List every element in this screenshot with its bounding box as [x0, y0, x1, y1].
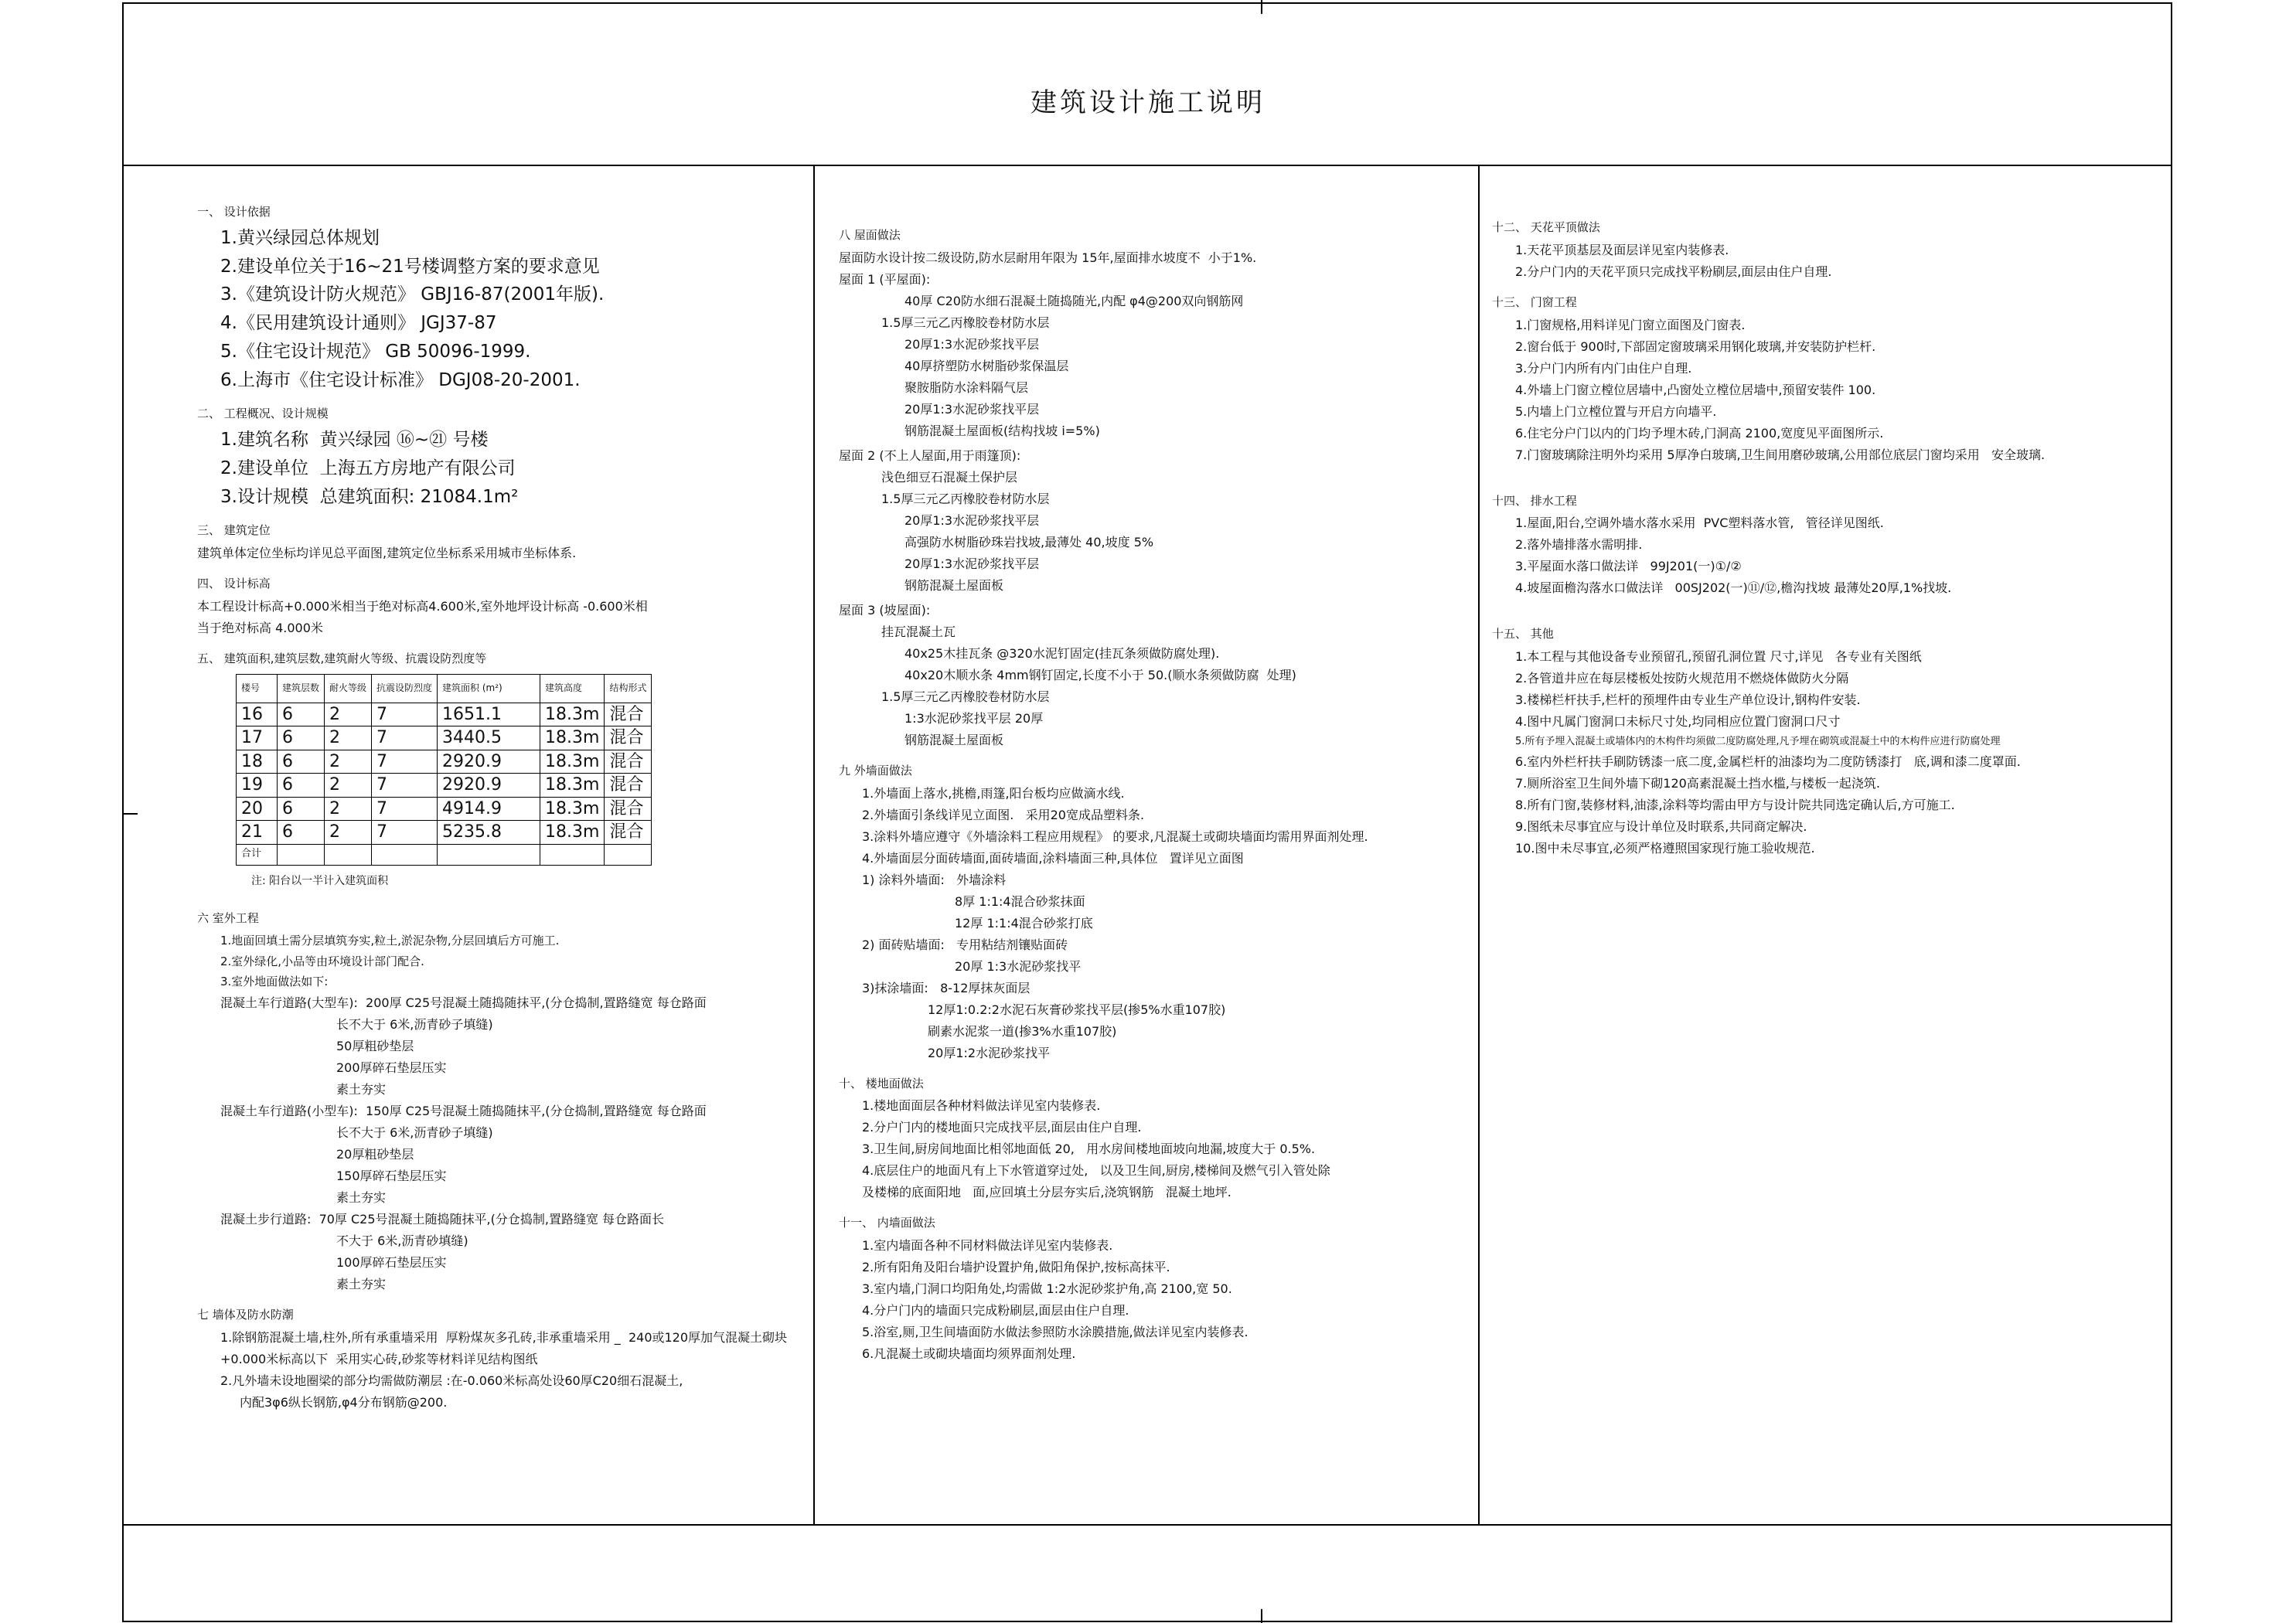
table-cell: 19	[237, 774, 278, 798]
text-line: 1.地面回填土需分层填筑夯实,粒土,淤泥杂物,分层回填后方可施工.	[220, 933, 560, 948]
text-line: 1.门窗规格,用料详见门窗立面图及门窗表.	[1515, 317, 1746, 332]
frame-left	[122, 2, 124, 1622]
table-cell: 2	[325, 703, 372, 726]
table-cell: 1651.1	[438, 703, 540, 726]
text-line: 当于绝对标高 4.000米	[197, 620, 323, 635]
text-line: 4.底层住户的地面凡有上下水管道穿过处, 以及卫生间,厨房,楼梯间及燃气引入管处除	[862, 1163, 1330, 1179]
text-line: 本工程设计标高+0.000米相当于绝对标高4.600米,室外地坪设计标高 -0.600米相	[197, 598, 648, 614]
text-line: 素土夯实	[336, 1277, 387, 1291]
frame-bottom	[122, 1621, 2172, 1622]
table-cell: 6	[278, 821, 325, 845]
text-line: 长不大于 6米,沥青砂子填缝)	[336, 1125, 493, 1140]
text-line: 6.上海市《住宅设计标准》 DGJ08-20-2001.	[220, 369, 581, 390]
text-line: 3.涂料外墙应遵守《外墙涂料工程应用规程》 的要求,凡混凝土或砌块墙面均需用界面剂处理.	[862, 829, 1368, 844]
table-cell: 混合	[605, 821, 652, 845]
table-header-cell: 楼号	[237, 674, 278, 703]
text-line: 1.外墙面上落水,挑檐,雨篷,阳台板均应做滴水线.	[862, 785, 1125, 801]
table-cell: 2	[325, 821, 372, 845]
table-cell: 7	[372, 726, 438, 750]
section-drainage	[1492, 494, 2095, 597]
footer-divider	[122, 1524, 2172, 1526]
column-divider-1	[813, 165, 815, 1524]
table-header-cell: 建筑层数	[278, 674, 325, 703]
column-divider-2	[1478, 165, 1480, 1524]
text-line: 4.外墙面层分面砖墙面,面砖墙面,涂料墙面三种,具体位 置详见立面图	[862, 850, 1244, 866]
table-cell: 7	[372, 821, 438, 845]
text-line: 5.所有予埋入混凝土或墙体内的木构件均须做二度防腐处理,凡予埋在砌筑或混凝土中的木构件应进行防腐处理	[1515, 736, 2001, 747]
section-heading: 十一、 内墙面做法	[839, 1216, 935, 1230]
drawing-title: 建筑设计施工说明	[1030, 87, 1266, 118]
text-line: 3.楼梯栏杆扶手,栏杆的预埋件由专业生产单位设计,钢构件安装.	[1515, 692, 1861, 707]
section-building-area	[197, 652, 800, 888]
table-cell: 18.3m	[540, 821, 605, 845]
text-line: 屋面 3 (坡屋面):	[839, 602, 931, 618]
text-line: 3.平屋面水落口做法详 99J201(一)①/②	[1515, 559, 1742, 574]
text-line: 100厚碎石垫层压实	[336, 1255, 447, 1270]
section-exterior-wall	[839, 764, 1457, 1061]
text-line: 4.图中凡属门窗洞口未标尺寸处,均同相应位置门窗洞口尺寸	[1515, 714, 1841, 729]
section-heading: 七 墙体及防水防潮	[197, 1308, 294, 1322]
section-wall-waterproofing	[197, 1308, 800, 1410]
section-roof	[839, 228, 1457, 748]
text-line: 5.内墙上门立樘位置与开启方向墙平.	[1515, 403, 1717, 419]
text-line: 内配3φ6纵长钢筋,φ4分布钢筋@200.	[240, 1394, 448, 1410]
text-line: 素土夯实	[336, 1190, 387, 1205]
text-line: 钢筋混凝土屋面板(结构找坡 i=5%)	[904, 423, 1100, 438]
text-line: 4.坡屋面檐沟落水口做法详 00SJ202(一)⑪/⑫,檐沟找坡 最薄处20厚,1%找坡.	[1515, 580, 1952, 596]
table-cell	[605, 844, 652, 865]
table-cell: 20	[237, 797, 278, 821]
text-line: 2.各管道井应在每层楼板处按防火规范用不燃烧体做防火分隔	[1515, 671, 1849, 686]
table-cell: 16	[237, 703, 278, 726]
text-line: 2) 面砖贴墙面: 专用粘结剂镶贴面砖	[862, 937, 1068, 952]
text-line: 1.黄兴绿园总体规划	[220, 227, 380, 248]
section-heading: 十五、 其他	[1492, 627, 1554, 641]
table-cell: 18.3m	[540, 750, 605, 774]
text-line: 3)抹涂墙面: 8-12厚抹灰面层	[862, 980, 1030, 995]
text-line: 长不大于 6米,沥青砂子填缝)	[336, 1017, 493, 1032]
text-line: 6.凡混凝土或砌块墙面均须界面剂处理.	[862, 1346, 1076, 1361]
text-line: 1) 涂料外墙面: 外墙涂料	[862, 872, 1007, 887]
table-row	[237, 821, 652, 845]
table-cell: 混合	[605, 774, 652, 798]
text-line: 7.厕所浴室卫生间外墙下砌120高素混凝土挡水槛,与楼板一起浇筑.	[1515, 776, 1880, 791]
text-line: 3.《建筑设计防火规范》 GBJ16-87(2001年版).	[220, 284, 605, 305]
text-line: 4.分户门内的墙面只完成粉刷层,面层由住户自理.	[862, 1303, 1129, 1318]
text-line: 2.落外墙排落水需明排.	[1515, 537, 1643, 553]
table-row	[237, 750, 652, 774]
text-line: 6.住宅分户门以内的门均予埋木砖,门洞高 2100,宽度见平面图所示.	[1515, 425, 1884, 441]
text-line: 2.分户门内的天花平顶只完成找平粉刷层,面层由住户自理.	[1515, 264, 1832, 279]
section-design-basis	[197, 205, 800, 391]
text-line: 7.门窗玻璃除注明外均采用 5厚净白玻璃,卫生间用磨砂玻璃,公用部位底层门窗均采用 安全玻璃.	[1515, 447, 2046, 462]
text-line: 高强防水树脂砂珠岩找坡,最薄处 40,坡度 5%	[904, 534, 1154, 550]
table-cell: 18.3m	[540, 726, 605, 750]
table-cell: 7	[372, 797, 438, 821]
center-tick-bottom	[1261, 1609, 1262, 1623]
text-line: 浅色细豆石混凝土保护层	[881, 469, 1018, 485]
table-cell: 混合	[605, 703, 652, 726]
text-line: 屋面防水设计按二级设防,防水层耐用年限为 15年,屋面排水坡度不 小于1%.	[839, 250, 1257, 265]
text-line: 2.窗台低于 900时,下部固定窗玻璃采用钢化玻璃,并安装防护栏杆.	[1515, 339, 1876, 354]
text-line: 2.分户门内的楼地面只完成找平层,面层由住户自理.	[862, 1120, 1142, 1135]
text-line: 1.5厚三元乙丙橡胶卷材防水层	[881, 491, 1050, 506]
table-cell: 18.3m	[540, 797, 605, 821]
text-line: 2.凡外墙未设地圈梁的部分均需做防潮层 :在-0.060米标高处设60厚C20细石混凝土,	[220, 1373, 683, 1388]
section-heading: 九 外墙面做法	[839, 763, 912, 777]
section-other	[1492, 627, 2095, 856]
text-line: 20厚1:2水泥砂浆找平	[928, 1045, 1051, 1060]
section-heading: 五、 建筑面积,建筑层数,建筑耐火等级、抗震设防烈度等	[197, 651, 487, 665]
table-cell: 7	[372, 750, 438, 774]
text-line: 1:3水泥砂浆找平层 20厚	[904, 710, 1044, 726]
text-line: 2.外墙面引条线详见立面图. 采用20宽成品塑料条.	[862, 807, 1145, 822]
text-line: 屋面 2 (不上人屋面,用于雨篷顶):	[839, 447, 1021, 463]
table-cell: 合计	[237, 844, 278, 865]
text-line: 20厚1:3水泥砂浆找平层	[904, 401, 1040, 417]
text-line: 5.浴室,厕,卫生间墙面防水做法参照防水涂膜措施,做法详见室内装修表.	[862, 1325, 1248, 1339]
column-2	[839, 228, 1457, 1377]
table-cell: 17	[237, 726, 278, 750]
table-row	[237, 726, 652, 750]
text-line: 8.所有门窗,装修材料,油漆,涂料等均需由甲方与设计院共同选定确认后,方可施工.	[1515, 798, 1955, 813]
column-1	[197, 205, 800, 1426]
header-divider	[122, 165, 2172, 166]
frame-top	[122, 2, 2172, 4]
left-tick	[124, 813, 138, 815]
table-cell: 7	[372, 774, 438, 798]
table-cell: 2	[325, 774, 372, 798]
table-cell: 4914.9	[438, 797, 540, 821]
text-line: 3.卫生间,厨房间地面比相邻地面低 20, 用水房间楼地面坡向地漏,坡度大于 0.5%.	[862, 1142, 1316, 1157]
text-line: 4.《民用建筑设计通则》 JGJ37-87	[220, 313, 497, 333]
text-line: 混凝土步行道路: 70厚 C25号混凝土随捣随抹平,(分仓捣制,置路缝宽 每仓路面长	[220, 1212, 665, 1227]
text-line: 3.设计规模 总建筑面积: 21084.1m²	[220, 486, 519, 507]
table-row	[237, 797, 652, 821]
text-line: 挂瓦混凝土瓦	[881, 624, 956, 639]
table-cell: 18.3m	[540, 774, 605, 798]
table-note: 注: 阳台以一半计入建筑面积	[251, 874, 389, 887]
section-heading: 二、 工程概况、设计规模	[197, 407, 329, 421]
table-header-cell: 结构形式	[605, 674, 652, 703]
text-line: 1.本工程与其他设备专业预留孔,预留孔洞位置 尺寸,详见 各专业有关图纸	[1515, 649, 1922, 664]
text-line: 12厚1:0.2:2水泥石灰膏砂浆找平层(掺5%水重107胶)	[928, 1002, 1226, 1017]
text-line: 1.建筑名称 黄兴绿园 ⑯~㉑ 号楼	[220, 430, 489, 450]
table-cell: 2920.9	[438, 750, 540, 774]
section-outdoor-works	[197, 911, 800, 1292]
table-header-cell: 建筑面积 (m²)	[438, 674, 540, 703]
section-doors-windows	[1492, 295, 2095, 463]
text-line: 混凝土车行道路(大型车): 200厚 C25号混凝土随捣随抹平,(分仓捣制,置路缝宽 每仓路面	[220, 995, 707, 1010]
table-cell: 7	[372, 703, 438, 726]
text-line: 20厚1:3水泥砂浆找平层	[904, 512, 1040, 528]
text-line: 2.建设单位关于16~21号楼调整方案的要求意见	[220, 256, 600, 277]
text-line: 2.室外绿化,小品等由环境设计部门配合.	[220, 954, 424, 968]
text-line: 3.室内墙,门洞口均阳角处,均需做 1:2水泥砂浆护角,高 2100,宽 50.	[862, 1281, 1232, 1296]
table-cell: 混合	[605, 797, 652, 821]
text-line: 1.5厚三元乙丙橡胶卷材防水层	[881, 689, 1050, 704]
text-line: 聚胺脂防水涂料隔气层	[904, 379, 1029, 395]
section-project-overview	[197, 407, 800, 508]
section-heading: 十二、 天花平顶做法	[1492, 220, 1600, 234]
text-line: 40厚 C20防水细石混凝土随捣随光,内配 φ4@200双向钢筋网	[904, 293, 1244, 308]
text-line: 钢筋混凝土屋面板	[904, 577, 1004, 593]
table-header-cell: 建筑高度	[540, 674, 605, 703]
table-row	[237, 703, 652, 726]
text-line: 12厚 1:1:4混合砂浆打底	[955, 915, 1093, 931]
text-line: 建筑单体定位坐标均详见总平面图,建筑定位坐标系采用城市坐标体系.	[197, 546, 577, 560]
table-row	[237, 844, 652, 865]
text-line: 2.所有阳角及阳台墙护设置护角,做阳角保护,按标高抹平.	[862, 1260, 1170, 1274]
text-line: 1.天花平顶基层及面层详见室内装修表.	[1515, 242, 1729, 257]
table-cell: 3440.5	[438, 726, 540, 750]
section-heading: 一、 设计依据	[197, 205, 271, 219]
table-cell: 18.3m	[540, 703, 605, 726]
text-line: 1.5厚三元乙丙橡胶卷材防水层	[881, 315, 1050, 330]
table-cell	[540, 844, 605, 865]
table-cell: 2920.9	[438, 774, 540, 798]
text-line: 50厚粗砂垫层	[336, 1039, 414, 1053]
table-header-cell: 耐火等级	[325, 674, 372, 703]
table-cell: 21	[237, 821, 278, 845]
text-line: 40厚挤塑防水树脂砂浆保温层	[904, 358, 1069, 373]
table-cell: 6	[278, 703, 325, 726]
text-line: 20厚1:3水泥砂浆找平层	[904, 336, 1040, 352]
center-tick-top	[1261, 0, 1262, 14]
column-3	[1492, 220, 2095, 872]
table-cell: 6	[278, 797, 325, 821]
text-line: 混凝土车行道路(小型车): 150厚 C25号混凝土随捣随抹平,(分仓捣制,置路缝宽 每仓路面	[220, 1104, 707, 1118]
text-line: 1.屋面,阳台,空调外墙水落水采用 PVC塑料落水管, 管径详见图纸.	[1515, 515, 1884, 531]
text-line: 20厚粗砂垫层	[336, 1147, 414, 1162]
section-heading: 十三、 门窗工程	[1492, 294, 1577, 309]
table-cell	[438, 844, 540, 865]
text-line: 屋面 1 (平屋面):	[839, 271, 931, 287]
section-building-positioning	[197, 523, 800, 561]
text-line: 刷素水泥浆一道(掺3%水重107胶)	[928, 1023, 1117, 1039]
table-cell: 5235.8	[438, 821, 540, 845]
text-line: 200厚碎石垫层压实	[336, 1060, 447, 1075]
text-line: 10.图中未尽事宜,必须严格遵照国家现行施工验收规范.	[1515, 841, 1815, 856]
text-line: +0.000米标高以下 采用实心砖,砂浆等材料详见结构图纸	[220, 1351, 538, 1366]
table-cell: 混合	[605, 750, 652, 774]
text-line: 1.室内墙面各种不同材料做法详见室内装修表.	[862, 1238, 1113, 1253]
section-heading: 八 屋面做法	[839, 228, 901, 242]
text-line: 20厚 1:3水泥砂浆找平	[955, 958, 1082, 974]
text-line: 5.《住宅设计规范》 GB 50096-1999.	[220, 341, 531, 362]
section-heading: 十、 楼地面做法	[839, 1076, 924, 1091]
section-heading: 十四、 排水工程	[1492, 493, 1577, 508]
table-cell: 6	[278, 750, 325, 774]
text-line: 40x25木挂瓦条 @320水泥钉固定(挂瓦条须做防腐处理).	[904, 645, 1220, 661]
table-cell: 2	[325, 750, 372, 774]
text-line: 1.除钢筋混凝土墙,柱外,所有承重墙采用 厚粉煤灰多孔砖,非承重墙采用 _ 240或120厚加气混凝土砌块	[220, 1329, 788, 1345]
text-line: 及楼梯的底面阳地 面,应回填土分层夯实后,浇筑钢筋 混凝土地坪.	[862, 1185, 1231, 1200]
text-line: 8厚 1:1:4混合砂浆抹面	[955, 893, 1085, 909]
table-cell	[372, 844, 438, 865]
table-cell	[325, 844, 372, 865]
table-cell: 2	[325, 797, 372, 821]
section-ceiling	[1492, 220, 2095, 280]
text-line: 不大于 6米,沥青砂填缝)	[336, 1233, 468, 1248]
section-floor	[839, 1077, 1457, 1201]
text-line: 3.室外地面做法如下:	[220, 975, 329, 989]
section-heading: 六 室外工程	[197, 911, 259, 925]
section-heading: 四、 设计标高	[197, 577, 271, 590]
table-row	[237, 774, 652, 798]
text-line: 20厚1:3水泥砂浆找平层	[904, 556, 1040, 571]
building-area-table	[236, 674, 652, 866]
table-cell: 18	[237, 750, 278, 774]
table-header-cell: 抗震设防烈度	[372, 674, 438, 703]
text-line: 9.图纸未尽事宜应与设计单位及时联系,共同商定解决.	[1515, 819, 1807, 835]
table-header-row	[237, 674, 652, 703]
section-design-elevation	[197, 577, 800, 636]
section-heading: 三、 建筑定位	[197, 523, 271, 538]
text-line: 2.建设单位 上海五方房地产有限公司	[220, 458, 516, 478]
text-line: 4.外墙上门窗立樘位居墙中,凸窗处立樘位居墙中,预留安装件 100.	[1515, 382, 1876, 397]
table-cell: 2	[325, 726, 372, 750]
table-cell: 6	[278, 774, 325, 798]
text-line: 钢筋混凝土屋面板	[904, 732, 1004, 747]
table-cell	[278, 844, 325, 865]
table-cell: 混合	[605, 726, 652, 750]
text-line: 40x20木顺水条 4mm钢钉固定,长度不小于 50.(顺水条须做防腐 处理)	[904, 667, 1296, 682]
frame-right	[2171, 2, 2172, 1622]
section-interior-wall	[839, 1216, 1457, 1362]
table-cell: 6	[278, 726, 325, 750]
text-line: 6.室内外栏杆扶手刷防锈漆一底二度,金属栏杆的油漆均为二度防锈漆打 底,调和漆二度罩面.	[1515, 754, 2021, 770]
text-line: 1.楼地面面层各种材料做法详见室内装修表.	[862, 1098, 1101, 1114]
text-line: 3.分户门内所有内门由住户自理.	[1515, 360, 1692, 376]
text-line: 素土夯实	[336, 1082, 387, 1097]
text-line: 150厚碎石垫层压实	[336, 1169, 447, 1183]
